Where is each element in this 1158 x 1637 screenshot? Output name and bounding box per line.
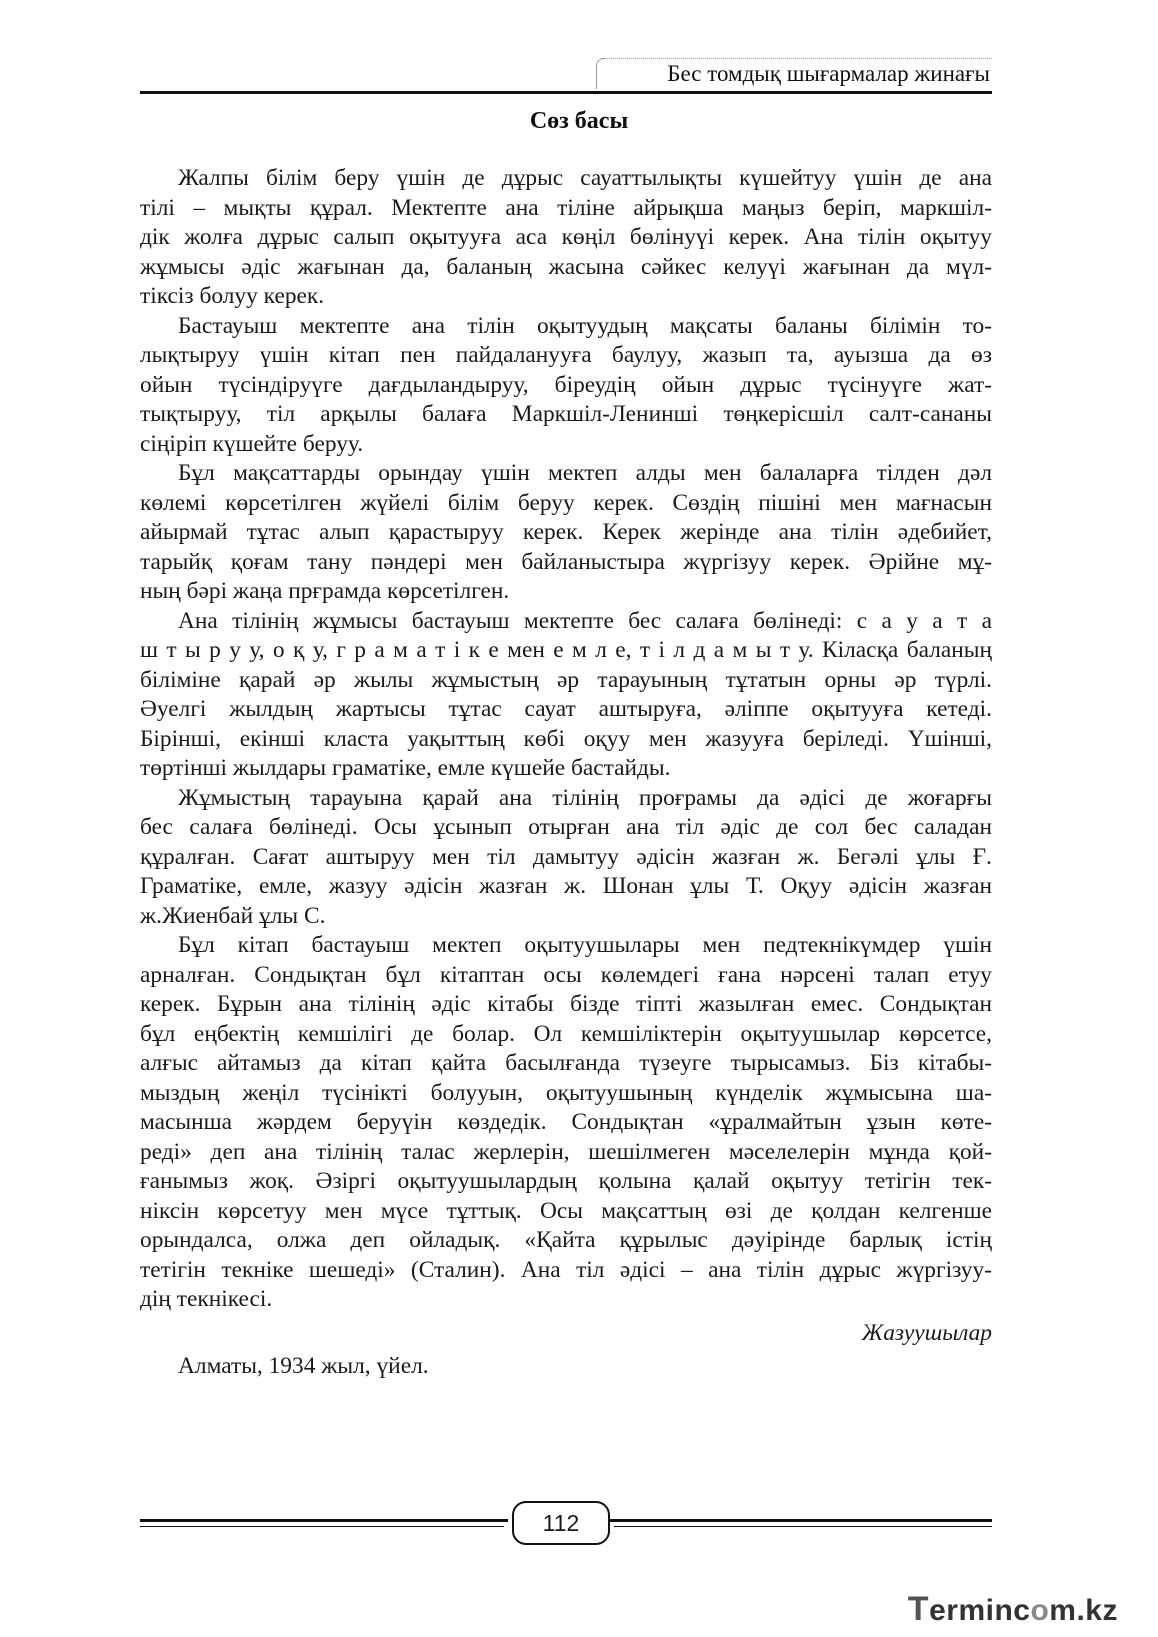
header-tab-line bbox=[602, 58, 992, 59]
text-line: керек. Бұрын ана тілінің әдіс кітабы бізде тіпті жазылған емес. Сондықтан bbox=[140, 991, 992, 1017]
text-line: дің текнікесі. bbox=[140, 1286, 273, 1312]
footer-rule-right bbox=[610, 1519, 992, 1522]
paragraph bbox=[140, 784, 992, 932]
text-line: ның бәрі жаңа прғрамда көрсетілген. bbox=[140, 578, 510, 604]
paragraph bbox=[140, 312, 992, 460]
text-line: құралған. Сағат аштыруу мен тіл дамытуу әдісін жазған ж. Бегәлі ұлы Ғ. bbox=[140, 843, 992, 870]
text-line: Бірінші, екінші класта уақыттың көбі оқуу мен жазууға беріледі. Үшінші, bbox=[140, 725, 992, 752]
text-line: орындалса, олжа деп ойладық. «Қайта құрылыс дәуірінде барлық істің bbox=[140, 1227, 992, 1253]
text-line: жұмысы әдіс жағынан да, баланың жасына сәйкес келуүі жағынан да мүл- bbox=[140, 253, 992, 280]
text-line: Жалпы білім беру үшін де дұрыс сауаттылықты күшейтуу үшін де ана bbox=[178, 165, 992, 191]
text-line: ш т ы р у у, о қ у, г р а м а т і к е мен е м л е, т і л д а м ы т у. Кіласқа баланың bbox=[140, 637, 992, 663]
page-number: 112 bbox=[512, 1501, 610, 1545]
text-line: сіңіріп күшейте беруу. bbox=[140, 430, 364, 457]
footer-rule-left-thin bbox=[140, 1526, 504, 1527]
text-line: дік жолға дұрыс салып оқытууға аса көңіл бөлінуүі керек. Ана тілін оқытуу bbox=[140, 224, 992, 250]
text-line: көлемі көрсетілген жүйелі білім беруу керек. Сөздің пішіні мен мағнасын bbox=[140, 489, 992, 516]
text-line: тарыйқ қоғам тану пәндері мен байланыстыра жүргізуу керек. Әрійне мұ- bbox=[140, 548, 992, 575]
paragraph bbox=[140, 164, 992, 312]
text-line: реді» деп ана тілінің талас жерлерін, шешілмеген мәселелерін мұнда қой- bbox=[140, 1138, 992, 1165]
text-line: бұл еңбектің кемшілігі де болар. Ол кемшіліктерін оқытуушылар көрсетсе, bbox=[140, 1020, 992, 1047]
text-line: ойын түсіндіруүге дағдыландыруу, біреудің ойын дұрыс түсінуүге жат- bbox=[140, 371, 992, 398]
text-line: масынша жәрдем беруүін көздедік. Сондықтан «ұралмайтын ұзын көте- bbox=[140, 1109, 992, 1135]
text-line: Әуелгі жылдың жартысы тұтас сауат аштыруға, әліппе оқытууға кетеді. bbox=[140, 696, 992, 722]
text-line: айырмай тұтас алып қарастыруу керек. Керек жерінде ана тілін әдебийет, bbox=[140, 519, 992, 545]
paragraph bbox=[140, 931, 992, 1315]
place-date: Алматы, 1934 жыл, үйел. bbox=[178, 1353, 429, 1379]
text-line: арналған. Сондықтан бұл кітаптан осы көлемдегі ғана нәрсені талап етуу bbox=[140, 961, 992, 988]
text-line: ғанымыз жоқ. Әзіргі оқытуушылардың қолына қалай оқытуу тетігін тек- bbox=[140, 1168, 992, 1194]
text-line: ніксін көрсетуу мен мүсе тұттық. Осы мақсаттың өзі де қолдан келгенше bbox=[140, 1197, 992, 1224]
paragraph bbox=[140, 459, 992, 607]
watermark-part2: m.kz bbox=[1049, 1594, 1118, 1627]
text-line: лықтыруу үшін кітап пен пайдаланууға баулуу, жазып та, ауызша да өз bbox=[140, 342, 992, 368]
text-line: тетігін текніке шешеді» (Сталин). Ана тіл әдісі – ана тілін дұрыс жүргізуу- bbox=[140, 1256, 992, 1283]
text-line: Бұл кітап бастауыш мектеп оқытуушылары мен педтекнікүмдер үшін bbox=[178, 932, 992, 958]
running-header bbox=[140, 52, 992, 96]
text-line: Жұмыстың тарауына қарай ана тілінің проғрамы да әдісі де жоғарғы bbox=[178, 784, 992, 811]
text-line: Граматіке, емле, жазуу әдісін жазған ж. Шонан ұлы Т. Оқуу әдісін жазған bbox=[140, 873, 992, 899]
watermark-t: T bbox=[907, 1590, 930, 1628]
footer-rule-left bbox=[140, 1519, 508, 1522]
watermark-logo bbox=[908, 1590, 1118, 1629]
footer-rule-right-thin bbox=[614, 1526, 992, 1527]
text-line: алғыс айтамыз да кітап қайта басылғанда түзеуге тырысамыз. Біз кітабы- bbox=[140, 1050, 992, 1076]
watermark-c: c bbox=[1013, 1594, 1031, 1627]
text-line: Ана тілінің жұмысы бастауыш мектепте бес салаға бөлінеді: с а у а т а bbox=[178, 607, 992, 634]
paragraph bbox=[140, 607, 992, 784]
text-line: бес салаға бөлінеді. Осы ұсынып отырған ана тіл әдіс де сол бес саладан bbox=[140, 814, 992, 840]
body-text bbox=[140, 164, 992, 1315]
header-rule bbox=[140, 91, 992, 94]
header-tab-curve bbox=[596, 58, 605, 89]
text-line: Бастауыш мектепте ана тілін оқытуудың мақсаты баланы білімін то- bbox=[178, 312, 992, 339]
text-line: тілі – мықты құрал. Мектепте ана тіліне айрықша маңыз беріп, маркшіл- bbox=[140, 194, 992, 221]
text-line: тықтыруу, тіл арқылы балаға Маркшіл-Ленинші төңкерісшіл салт-сананы bbox=[140, 401, 992, 427]
running-title: Бес томдық шығармалар жинағы bbox=[667, 61, 990, 86]
watermark-part1: ermin bbox=[929, 1594, 1014, 1627]
text-line: біліміне қарай әр жылы жұмыстың әр тарауының тұтатын орны әр түрлі. bbox=[140, 666, 992, 693]
text-line: ж.Жиенбай ұлы С. bbox=[140, 902, 326, 929]
page-footer bbox=[140, 1504, 992, 1550]
text-line: Бұл мақсаттарды орындау үшін мектеп алды мен балаларға тілден дәл bbox=[178, 460, 992, 486]
text-line: мыздың жеңіл түсінікті болууын, оқытуушының күнделік жұмысына ша- bbox=[140, 1079, 992, 1106]
watermark-o: o bbox=[1030, 1594, 1050, 1627]
text-line: тіксіз болуу керек. bbox=[140, 283, 325, 309]
text-line: төртінші жылдары граматіке, емле күшейе бастайды. bbox=[140, 755, 671, 781]
signature: Жазуушылар bbox=[861, 1320, 992, 1346]
page-title: Сөз басы bbox=[529, 108, 629, 134]
